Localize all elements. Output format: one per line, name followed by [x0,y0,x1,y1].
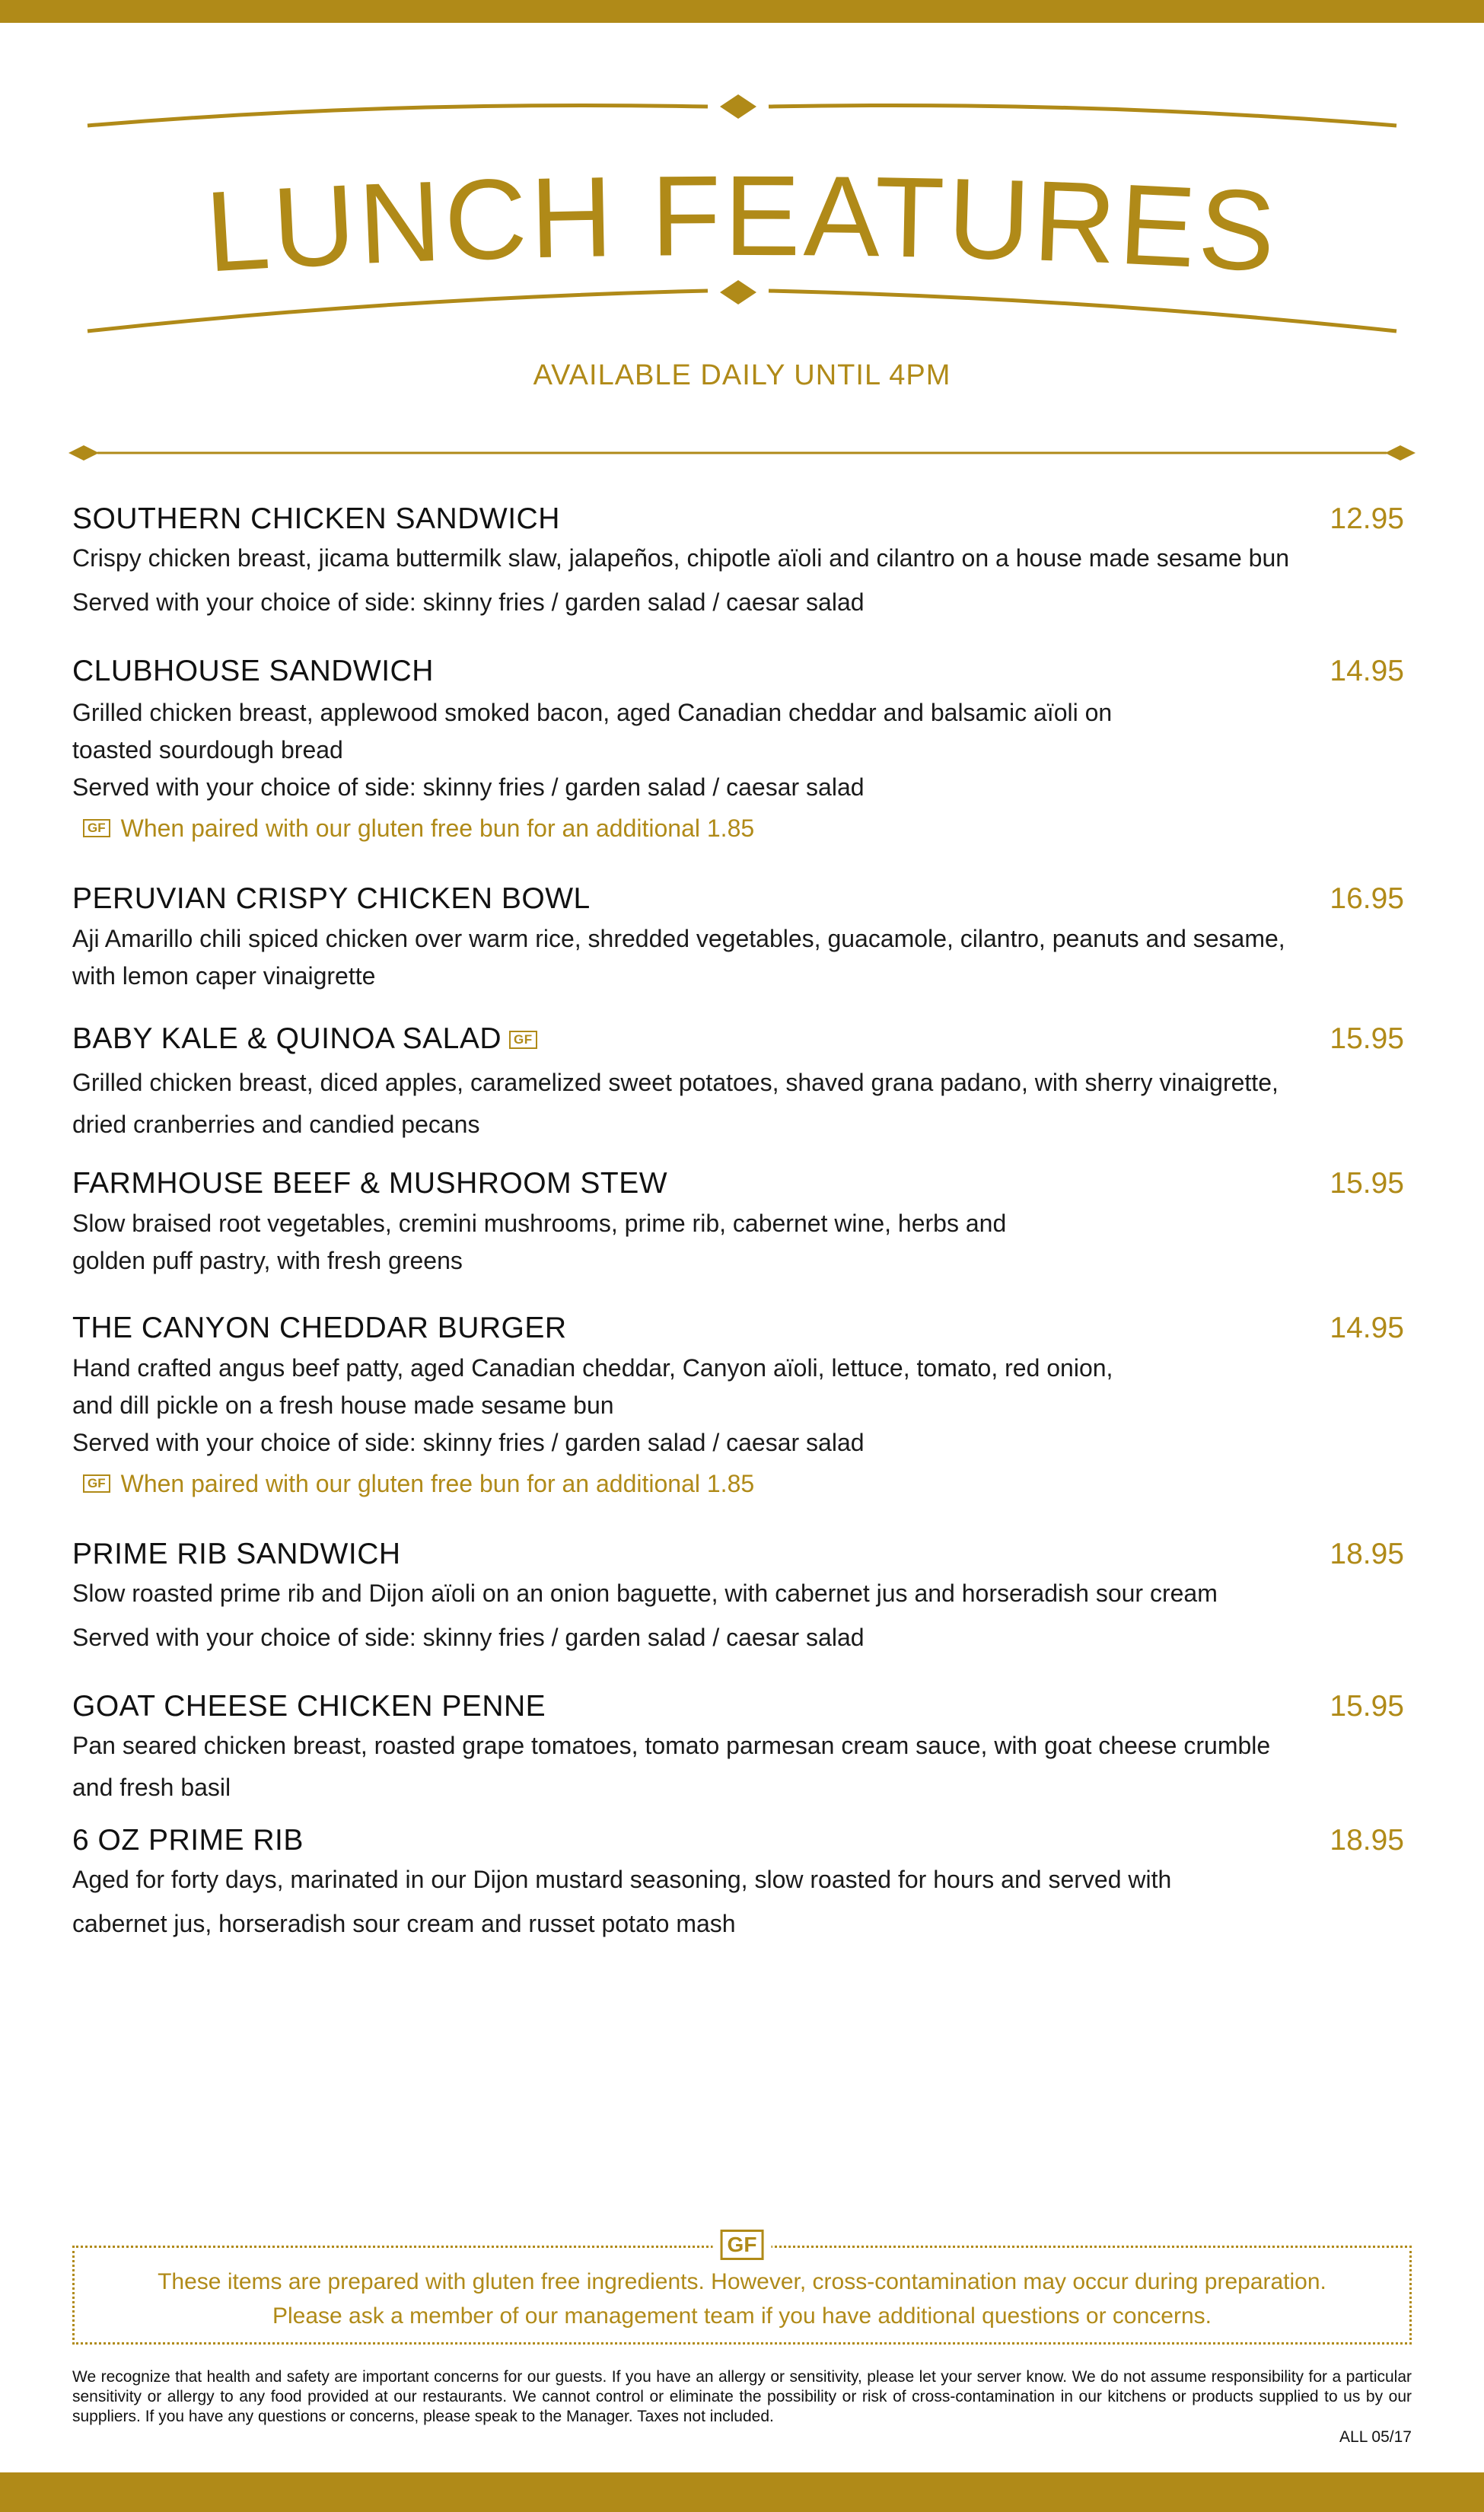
banner-bottom-diamond [720,280,756,304]
item-price: 18.95 [1330,1824,1404,1857]
gluten-free-note [72,806,1404,850]
item-description: and dill pickle on a fresh house made sesame bun [72,1391,614,1419]
page-title: LUNCH FEATURES [202,151,1282,296]
gluten-free-badge: GF [83,1474,110,1493]
item-price: 15.95 [1330,1690,1404,1723]
item-name: PERUVIAN CRISPY CHICKEN BOWL [72,882,591,915]
gluten-free-note-text: When paired with our gluten free bun for an additional 1.85 [120,1470,755,1497]
gluten-free-note-text: When paired with our gluten free bun for an additional 1.85 [120,814,755,842]
item-description: Pan seared chicken breast, roasted grape tomatoes, tomato parmesan cream sauce, with goat cheese crumble [72,1732,1271,1759]
availability-subtitle: AVAILABLE DAILY UNTIL 4PM [533,359,951,391]
gluten-free-info-line: Please ask a member of our management team if you have additional questions or concerns. [272,2303,1212,2329]
menu-item [72,882,1404,995]
item-name: CLUBHOUSE SANDWICH [72,655,434,687]
item-description: Aji Amarillo chili spiced chicken over warm rice, shredded vegetables, guacamole, cilantro, peanuts and sesame, [72,925,1285,952]
item-price: 15.95 [1330,1167,1404,1200]
item-name: BABY KALE & QUINOA SALAD GF [72,1022,537,1056]
item-price: 18.95 [1330,1538,1404,1570]
title-banner [0,84,1484,358]
allergy-disclaimer: We recognize that health and safety are important concerns for our guests. If you have an allergy or sensitivity, please let your server know. We do not assume responsibility for a particular sensitivity or allergy to any food provided at our restaurants. We cannot control or eliminate the possibility or risk of cross-contamination in our kitchens or products supplied to us by our suppliers. If you have any questions or concerns, please speak to the Manager. Taxes not included. [72,2368,1412,2425]
item-price: 16.95 [1330,882,1404,915]
item-side-choice: Served with your choice of side: skinny fries / garden salad / caesar salad [72,1429,865,1456]
menu-item [72,1022,1404,1144]
gluten-free-note [72,1462,1404,1506]
item-description: Grilled chicken breast, applewood smoked bacon, aged Canadian cheddar and balsamic aïoli on [72,699,1113,726]
menu-item [72,502,1404,624]
menu-item [72,655,1404,850]
gluten-free-info-box [72,2233,1412,2345]
item-description: Hand crafted angus beef patty, aged Canadian cheddar, Canyon aïoli, lettuce, tomato, red onion, [72,1354,1113,1382]
item-name: FARMHOUSE BEEF & MUSHROOM STEW [72,1167,668,1200]
item-price: 14.95 [1330,655,1404,687]
item-side-choice: Served with your choice of side: skinny fries / garden salad / caesar salad [72,1624,865,1651]
menu-version-code: ALL 05/17 [1339,2428,1412,2446]
banner-top-curve-left [88,105,708,126]
item-description: Slow braised root vegetables, cremini mushrooms, prime rib, cabernet wine, herbs and [72,1210,1007,1237]
item-name: 6 OZ PRIME RIB [72,1824,304,1857]
item-name: SOUTHERN CHICKEN SANDWICH [72,502,560,535]
item-price: 12.95 [1330,502,1404,535]
gluten-free-badge: GF [713,2230,772,2260]
item-name: THE CANYON CHEDDAR BURGER [72,1312,567,1344]
item-description: Crispy chicken breast, jicama buttermilk slaw, jalapeños, chipotle aïoli and cilantro on a house made sesame bun [72,544,1290,572]
banner-bottom-curve-right [769,291,1396,331]
banner-top-diamond [720,94,756,119]
item-description: golden puff pastry, with fresh greens [72,1247,463,1274]
gluten-free-info-line: These items are prepared with gluten free ingredients. However, cross-contamination may occur during preparation. [158,2269,1326,2294]
menu-list [72,502,1404,1946]
top-border-bar [0,0,1484,23]
gluten-free-badge: GF [83,819,110,837]
item-price: 14.95 [1330,1312,1404,1344]
menu-item [72,1167,1404,1280]
item-name: GOAT CHEESE CHICKEN PENNE [72,1690,546,1723]
section-divider [68,442,1416,464]
item-side-choice: Served with your choice of side: skinny fries / garden salad / caesar salad [72,773,865,801]
bottom-border-bar [0,2472,1484,2512]
gluten-free-badge: GF [509,1031,537,1049]
menu-item [72,1312,1404,1506]
item-description: Slow roasted prime rib and Dijon aïoli on an onion baguette, with cabernet jus and horseradish sour cream [72,1580,1218,1607]
item-name: PRIME RIB SANDWICH [72,1538,401,1570]
item-description: Aged for forty days, marinated in our Dijon mustard seasoning, slow roasted for hours and served with [72,1866,1172,1893]
item-description: dried cranberries and candied pecans [72,1111,480,1138]
item-description: with lemon caper vinaigrette [72,962,376,990]
menu-item [72,1690,1404,1807]
menu-item [72,1824,1404,1946]
item-description: Grilled chicken breast, diced apples, caramelized sweet potatoes, shaved grana padano, with sherry vinaigrette, [72,1069,1279,1096]
menu-item [72,1538,1404,1659]
item-price: 15.95 [1330,1022,1404,1055]
item-side-choice: Served with your choice of side: skinny fries / garden salad / caesar salad [72,588,865,616]
banner-top-curve-right [769,105,1396,126]
banner-bottom-curve-left [88,291,708,331]
item-description: toasted sourdough bread [72,736,343,763]
item-description: and fresh basil [72,1774,231,1801]
item-description: cabernet jus, horseradish sour cream and russet potato mash [72,1910,736,1937]
